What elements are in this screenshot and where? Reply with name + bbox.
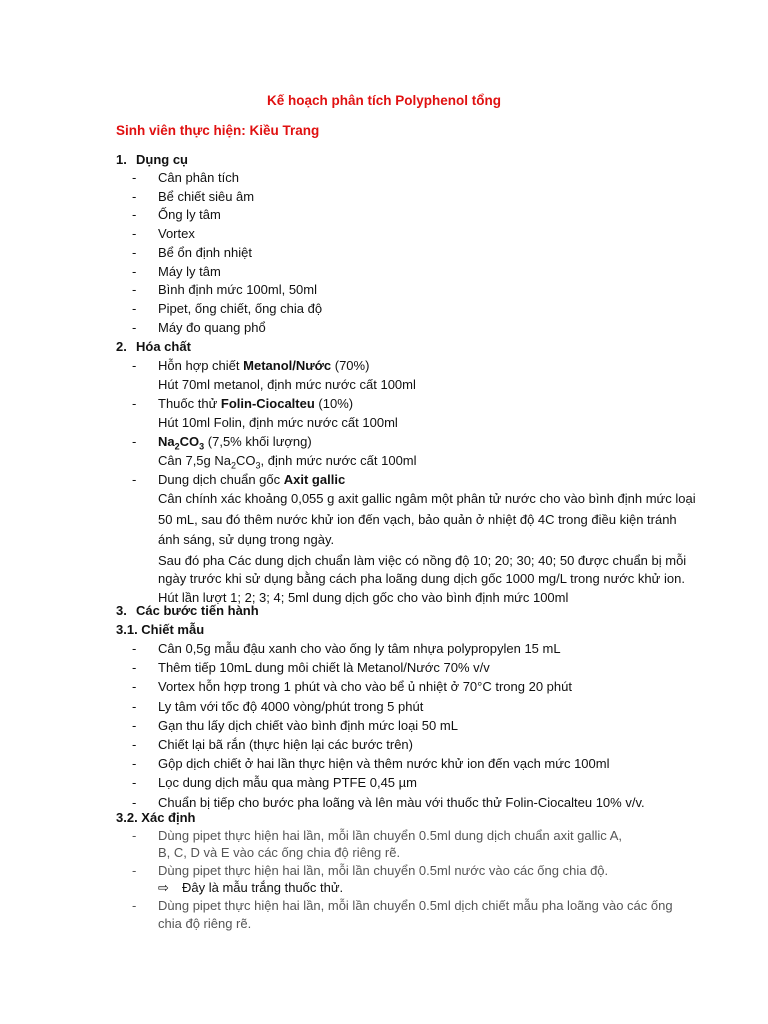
list-item-text: Hút lần lượt 1; 2; 3; 4; 5ml dung dịch gốc cho vào bình định mức 100ml bbox=[158, 589, 569, 605]
bullet-dash: - bbox=[132, 794, 137, 810]
list-item-text: Máy đo quang phổ bbox=[158, 319, 266, 335]
list-item-text: Thuốc thử Folin-Ciocalteu (10%) bbox=[158, 396, 354, 411]
bullet-dash: - bbox=[132, 188, 137, 204]
bullet-dash: - bbox=[132, 679, 137, 695]
list-item-text: Dung dịch chuẩn gốc Axit gallic bbox=[158, 472, 346, 487]
bullet-dash: - bbox=[132, 641, 137, 656]
bullet-dash: - bbox=[132, 756, 137, 772]
bullet-dash: - bbox=[132, 207, 137, 223]
list-item-text: ánh sáng, sử dụng trong ngày. bbox=[158, 532, 335, 547]
bullet-dash: - bbox=[132, 660, 137, 676]
list-item-text: Vortex bbox=[158, 226, 195, 242]
bullet-dash: - bbox=[132, 775, 137, 791]
bullet-dash: - bbox=[132, 244, 137, 260]
bullet-dash: - bbox=[132, 737, 137, 752]
list-item-text: Sau đó pha Các dung dịch chuẩn làm việc có nồng độ 10; 20; 30; 40; 50 được chuẩn bị mỗi bbox=[158, 552, 687, 568]
list-item-text: Máy ly tâm bbox=[158, 263, 221, 279]
student-line: Sinh viên thực hiện: Kiều Trang bbox=[116, 123, 320, 138]
list-item-text: Bể ổn định nhiệt bbox=[158, 244, 252, 260]
document-title: Kế hoạch phân tích Polyphenol tổng bbox=[266, 93, 501, 108]
list-item-text: Cân phân tích bbox=[158, 170, 239, 185]
list-item-text: Vortex hỗn hợp trong 1 phút và cho vào bể ủ nhiệt ở 70°C trong 20 phút bbox=[158, 679, 572, 695]
section-number: 1. bbox=[116, 152, 127, 167]
bullet-dash: - bbox=[132, 226, 137, 242]
bullet-dash: - bbox=[132, 170, 137, 185]
section-title: Hóa chất bbox=[136, 339, 191, 354]
section-title: Các bước tiến hành bbox=[136, 603, 259, 618]
bullet-dash: - bbox=[132, 263, 137, 279]
bullet-dash: - bbox=[132, 434, 137, 449]
list-item-text: Gộp dịch chiết ở hai lần thực hiện và thêm nước khử ion đến vạch mức 100ml bbox=[158, 756, 610, 772]
list-item-text: Ống ly tâm bbox=[158, 207, 221, 223]
list-item-text: Chiết lại bã rắn (thực hiện lại các bước trên) bbox=[158, 737, 413, 752]
bullet-dash: - bbox=[132, 396, 137, 411]
list-item-text: Gạn thu lấy dịch chiết vào bình định mức loại 50 mL bbox=[158, 717, 458, 733]
section-number: 3. bbox=[116, 603, 127, 618]
list-item-text: Pipet, ống chiết, ống chia độ bbox=[158, 300, 323, 316]
bullet-dash: - bbox=[132, 828, 137, 843]
bullet-dash: - bbox=[132, 472, 137, 487]
bullet-dash: - bbox=[132, 282, 137, 298]
list-item-text: Ly tâm với tốc độ 4000 vòng/phút trong 5 phút bbox=[158, 698, 424, 714]
list-item-text: Cân 0,5g mẫu đậu xanh cho vào ống ly tâm nhựa polypropylen 15 mL bbox=[158, 641, 561, 656]
list-item-text: ngày trước khi sử dụng bằng cách pha loãng dung dịch gốc 1000 mg/L trong nước khử ion. bbox=[158, 571, 685, 587]
list-item-text: Bể chiết siêu âm bbox=[158, 188, 255, 204]
bullet-dash: - bbox=[132, 358, 137, 373]
document-page: Kế hoạch phân tích Polyphenol tổng Sinh viên thực hiện: Kiều Trang 1. Dụng cụ - Cân phân tích - Bể chiết siêu âm - Ống ly tâm - Vortex - Bể ổn định nhiệt - Máy ly tâm - Bình định mức 100ml, 50ml - Pipet, ống chiết, ống chia độ - Máy đo quang phổ 2. Hóa chất - Hỗn hợp chiết Metanol/Nước (70%) Hút 70ml metanol, định mức nước cất 100ml - Thuốc thử Folin-Ciocalteu (10%) Hút 10ml Folin, định mức nước cất 100ml - $Na_2CO_3$ (7,5% khối lượng) Cân 7,5g $Na_2CO_3$, định mức nước cất 100ml - Dung dịch chuẩn gốc Axit gallic Cân chính xác khoảng 0,055 g axit gallic ngâm một phân tử nước cho vào bình định mức loại 50 mL, sau đó thêm nước khử ion đến vạch, bảo quản ở nhiệt độ 4C trong điều kiện tránh ánh sáng, sử dụng trong ngày. Sau đó pha Các dung dịch chuẩn làm việc có nồng độ 10; 20; 30; 40; 50 được chuẩn bị mỗi ngày trước khi sử dụng bằng cách pha loãng dung dịch gốc 1000 mg/L trong nước khử ion. Hút lần lượt 1; 2; 3; 4; 5ml dung dịch gốc cho vào bình định mức 100ml 3. Các bước tiến hành 3.1. Chiết mẫu - Cân 0,5g mẫu đậu xanh cho vào ống ly tâm nhựa polypropylen 15 mL - Thêm tiếp 10mL dung môi chiết là Metanol/Nước 70% v/v - Vortex hỗn hợp trong 1 phút và cho vào bể ủ nhiệt ở 70°C trong 20 phút - Ly tâm với tốc độ 4000 vòng/phút trong 5 phút - Gạn thu lấy dịch chiết vào bình định mức loại 50 mL - Chiết lại bã rắn (thực hiện lại các bước trên) - Gộp dịch chiết ở hai lần thực hiện và thêm nước khử ion đến vạch mức 100ml - Lọc dung dịch mẫu qua màng PTFE 0,45 µm - Chuẩn bị tiếp cho bước pha loãng và lên màu với thuốc thử Folin-Ciocalteu 10% v/v. 3.2. Xác định - Dùng pipet thực hiện hai lần, mỗi lần chuyển 0.5ml dung dịch chuẩn axit gallic A, B, C, D và E vào các ống chia độ riêng rẽ. - Dùng pipet thực hiện hai lần, mỗi lần chuyển 0.5ml nước vào các ống chia độ. ⇨ Đây là mẫu trắng thuốc thử. - Dùng pipet thực hiện hai lần, mỗi lần chuyển 0.5ml dịch chiết mẫu pha loãng vào các ống chia độ riêng rẽ. bbox=[0, 0, 768, 1024]
list-item-text: Bình định mức 100ml, 50ml bbox=[158, 282, 317, 298]
list-item-text: Lọc dung dịch mẫu qua màng PTFE 0,45 µm bbox=[158, 775, 417, 791]
bullet-dash: - bbox=[132, 319, 137, 335]
section-number: 2. bbox=[116, 339, 127, 354]
bullet-dash: - bbox=[132, 717, 137, 733]
list-item-text: Hỗn hợp chiết Metanol/Nước (70%) bbox=[158, 358, 370, 373]
list-item-text: $Na_2CO_3$ (7,5% khối lượng) bbox=[158, 434, 312, 452]
list-item-text: 50 mL, sau đó thêm nước khử ion đến vạch, bảo quản ở nhiệt độ 4C trong điều kiện tránh bbox=[158, 511, 677, 527]
bullet-dash: - bbox=[132, 300, 137, 316]
section-title: Dụng cụ bbox=[136, 152, 188, 167]
list-item-text: Thêm tiếp 10mL dung môi chiết là Metanol/Nước 70% v/v bbox=[158, 660, 490, 676]
bullet-dash: - bbox=[132, 698, 137, 714]
list-item-text: Cân chính xác khoảng 0,055 g axit gallic ngâm một phân tử nước cho vào bình định mức loại bbox=[158, 491, 696, 506]
arrow-right-icon: ⇨ bbox=[158, 880, 169, 895]
list-item-text: Chuẩn bị tiếp cho bước pha loãng và lên màu với thuốc thử Folin-Ciocalteu 10% v/v. bbox=[158, 794, 645, 810]
bullet-dash: - bbox=[132, 863, 137, 878]
bullet-dash: - bbox=[132, 898, 137, 913]
